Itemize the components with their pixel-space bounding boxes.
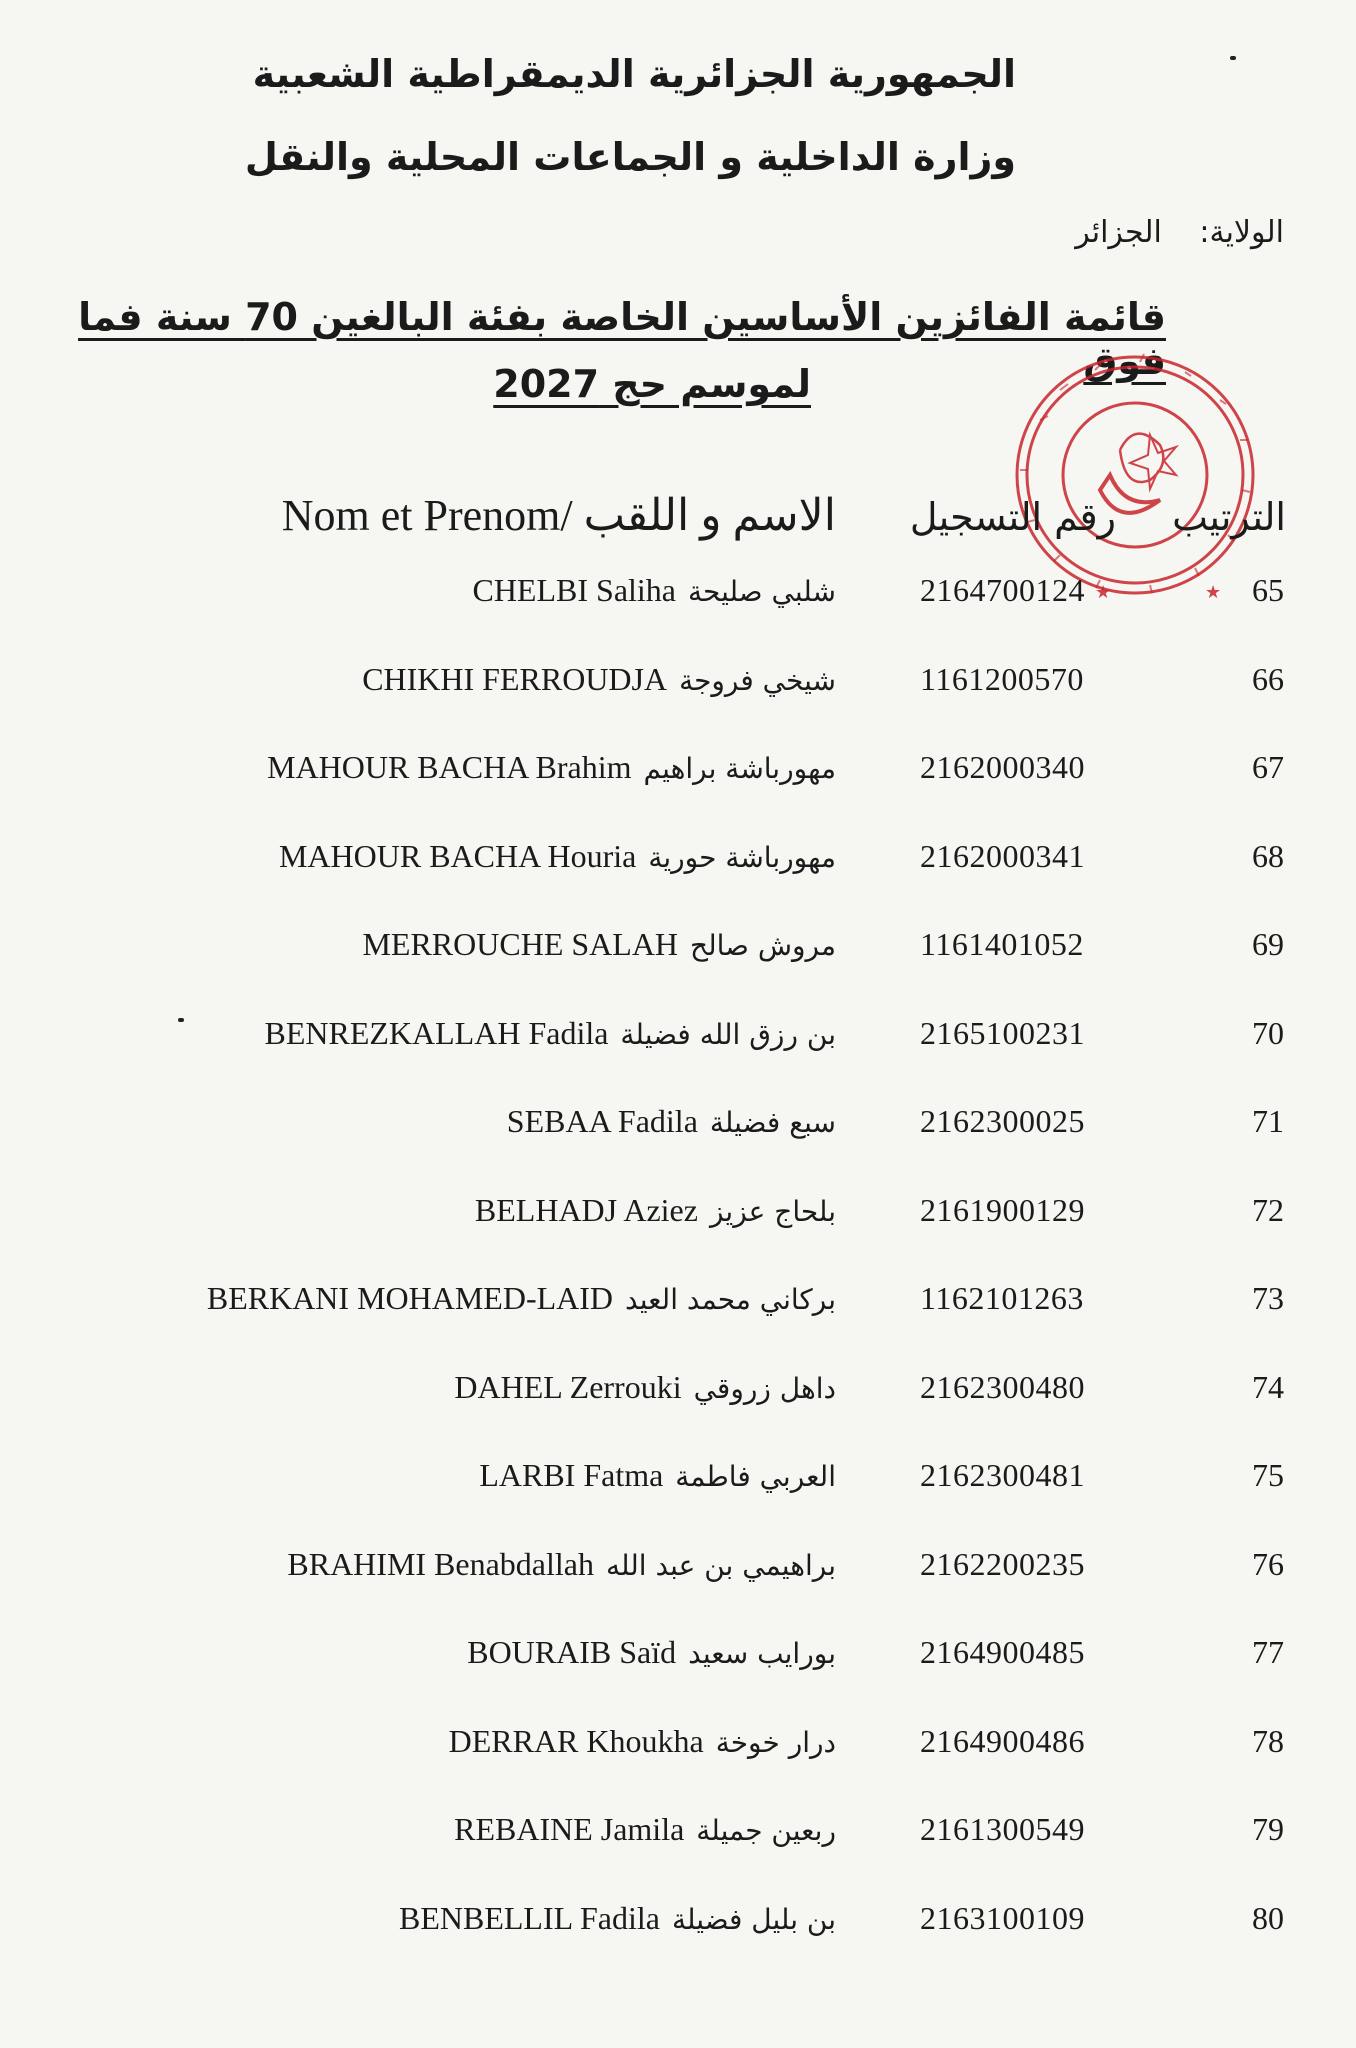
row-name	[507, 1103, 836, 1140]
wilaya-label: الولاية:	[1199, 215, 1284, 250]
list-row	[0, 1280, 1356, 1340]
row-registration-number: 1161401052	[920, 926, 1084, 962]
row-name-arabic: درار خوخة	[715, 1725, 836, 1759]
row-name	[472, 572, 836, 609]
svg-text:★: ★	[1095, 582, 1112, 603]
row-rank: 67	[1252, 749, 1284, 785]
row-name-arabic: داهل زروقي	[693, 1371, 836, 1405]
list-title: قائمة الفائزين الأساسين الخاصة بفئة البالغين 70 سنة فما فوق	[78, 295, 1166, 383]
row-rank: 72	[1252, 1191, 1284, 1228]
row-name-latin: DAHEL Zerrouki	[454, 1368, 682, 1405]
row-rank: 65	[1252, 572, 1284, 608]
row-name-latin: CHELBI Saliha	[472, 572, 676, 608]
list-row	[0, 1192, 1356, 1252]
row-rank: 80	[1252, 1899, 1284, 1936]
row-name-arabic: مهورباشة براهيم	[643, 752, 836, 785]
row-registration-number: 1162101263	[920, 1280, 1084, 1316]
row-registration-number: 2164900486	[920, 1722, 1085, 1759]
row-name	[399, 1900, 836, 1937]
row-name-latin: BERKANI MOHAMED-LAID	[206, 1280, 614, 1316]
row-rank: 71	[1252, 1103, 1284, 1139]
column-header-registration: رقم التسجيل	[909, 495, 1116, 539]
row-name-latin: MAHOUR BACHA Houria	[278, 837, 637, 874]
row-name-latin: REBAINE Jamila	[454, 1811, 685, 1847]
row-name	[264, 1015, 836, 1052]
row-name-arabic: بن بليل فضيلة	[671, 1902, 836, 1936]
list-row	[0, 1811, 1356, 1871]
wilaya-line	[1075, 215, 1284, 250]
row-rank: 74	[1252, 1368, 1284, 1405]
row-registration-number: 2161300549	[920, 1811, 1085, 1847]
row-registration-number: 2164700124	[920, 572, 1085, 608]
scan-speck	[1230, 56, 1236, 60]
row-name	[454, 1369, 836, 1406]
column-header-rank: الترتيب	[1172, 495, 1286, 539]
list-row	[0, 1634, 1356, 1694]
row-rank: 68	[1252, 837, 1284, 874]
row-name-latin: BENBELLIL Fadila	[398, 1899, 660, 1936]
ministry-heading: وزارة الداخلية و الجماعات المحلية والنقل	[244, 135, 1016, 179]
row-name-arabic: مهورباشة حورية	[648, 840, 836, 874]
list-row	[0, 661, 1356, 721]
list-row	[0, 1015, 1356, 1075]
row-name-arabic: براهيمي بن عبد الله	[605, 1548, 836, 1582]
row-name-arabic: بركاني محمد العيد	[625, 1283, 836, 1316]
row-name-arabic: بلحاج عزيز	[709, 1194, 836, 1228]
list-row	[0, 572, 1356, 632]
row-name-arabic: ربعين جميلة	[696, 1814, 836, 1847]
list-row	[0, 926, 1356, 986]
row-name-latin: SEBAA Fadila	[506, 1103, 698, 1139]
column-header-name: Nom et Prenom/ الاسم و اللقب	[281, 491, 836, 540]
row-registration-number: 2163100109	[920, 1899, 1085, 1936]
row-rank: 70	[1252, 1014, 1284, 1051]
row-name	[449, 1723, 836, 1760]
row-name	[207, 1280, 836, 1317]
row-registration-number: 2165100231	[920, 1014, 1085, 1051]
row-registration-number: 2162300481	[920, 1457, 1085, 1493]
row-name-arabic: شيخي فروجة	[679, 663, 836, 697]
republic-heading: الجمهورية الجزائرية الديمقراطية الشعبية	[252, 52, 1016, 96]
row-rank: 75	[1252, 1457, 1284, 1493]
list-row	[0, 749, 1356, 809]
scan-speck	[178, 1018, 184, 1022]
row-name-latin: LARBI Fatma	[479, 1457, 664, 1493]
row-name-latin: DERRAR Khoukha	[448, 1722, 704, 1759]
list-row	[0, 1546, 1356, 1606]
list-row	[0, 1900, 1356, 1960]
row-name	[267, 749, 836, 786]
row-registration-number: 2164900485	[920, 1634, 1085, 1670]
row-name-arabic: بن رزق الله فضيلة	[620, 1017, 836, 1051]
row-rank: 76	[1252, 1545, 1284, 1582]
row-registration-number: 2162300480	[920, 1368, 1085, 1405]
row-rank: 66	[1252, 660, 1284, 697]
season-title: لموسم حج 2027	[493, 362, 811, 406]
row-rank: 79	[1252, 1811, 1284, 1847]
official-seal-stamp	[1000, 340, 1270, 610]
list-row	[0, 838, 1356, 898]
wilaya-value: الجزائر	[1075, 215, 1162, 250]
row-name	[475, 1192, 836, 1229]
row-name-latin: BRAHIMI Benabdallah	[287, 1545, 594, 1582]
row-name	[287, 1546, 836, 1583]
list-row	[0, 1103, 1356, 1163]
row-registration-number: 2161900129	[920, 1191, 1085, 1228]
row-name-arabic: شلبي صليحة	[688, 575, 836, 608]
row-name-latin: BENREZKALLAH Fadila	[264, 1014, 609, 1051]
row-name	[362, 661, 836, 698]
row-name	[362, 926, 836, 963]
row-rank: 69	[1252, 926, 1284, 962]
row-registration-number: 2162000341	[920, 837, 1085, 874]
row-name	[279, 838, 836, 875]
row-name-latin: CHIKHI FERROUDJA	[362, 660, 668, 697]
list-row	[0, 1457, 1356, 1517]
row-registration-number: 2162200235	[920, 1545, 1085, 1582]
row-registration-number: 2162300025	[920, 1103, 1085, 1139]
row-name	[454, 1811, 836, 1848]
row-registration-number: 2162000340	[920, 749, 1085, 785]
row-name-arabic: سبع فضيلة	[709, 1106, 836, 1139]
row-name-latin: MAHOUR BACHA Brahim	[267, 749, 632, 785]
row-name	[467, 1634, 836, 1671]
row-name	[479, 1457, 836, 1494]
list-row	[0, 1723, 1356, 1783]
row-name-arabic: مروش صالح	[690, 929, 836, 962]
row-name-latin: MERROUCHE SALAH	[362, 926, 679, 962]
row-name-latin: BELHADJ Aziez	[474, 1191, 698, 1228]
row-name-arabic: العربي فاطمة	[675, 1460, 836, 1493]
row-name-arabic: بورايب سعيد	[688, 1637, 836, 1670]
row-rank: 78	[1252, 1722, 1284, 1759]
svg-text:★: ★	[1205, 582, 1222, 603]
row-rank: 77	[1252, 1634, 1284, 1670]
row-rank: 73	[1252, 1280, 1284, 1316]
row-name-latin: BOURAIB Saïd	[467, 1634, 677, 1670]
row-registration-number: 1161200570	[920, 660, 1084, 697]
list-row	[0, 1369, 1356, 1429]
